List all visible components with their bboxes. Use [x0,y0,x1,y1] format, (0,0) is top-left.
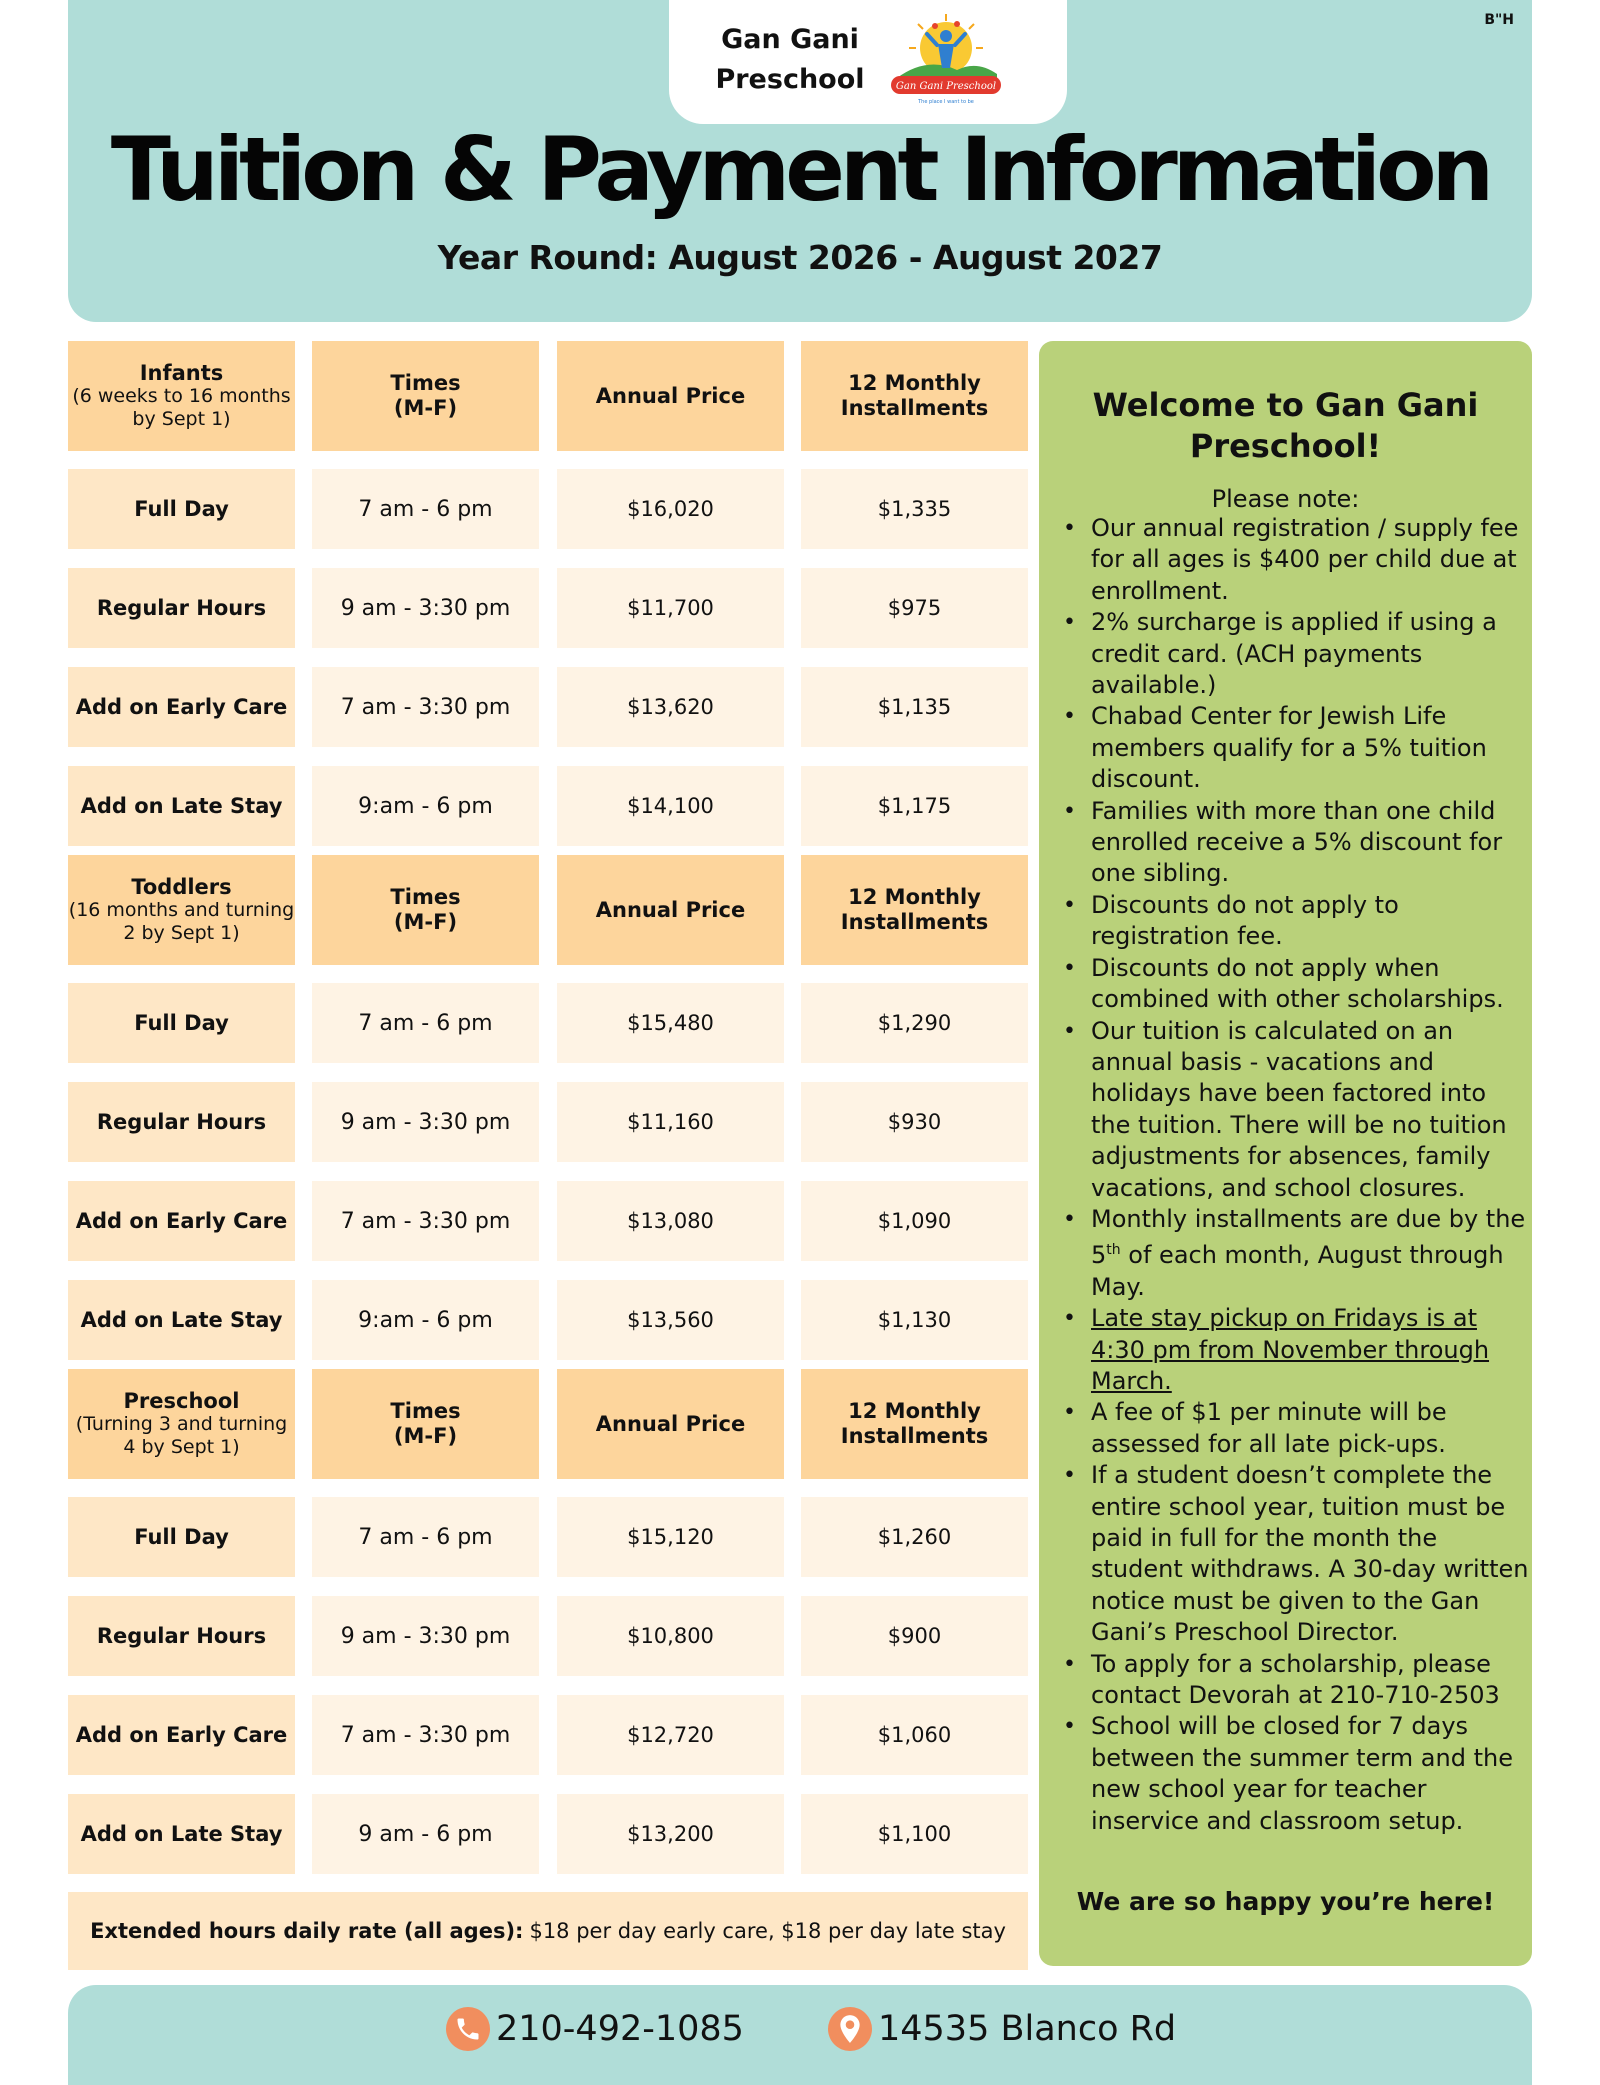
row-monthly-preschool-add-on-early-care: $1,060 [801,1695,1028,1775]
times-label: Times [390,371,461,395]
monthly-label-1: 12 Monthly [848,1399,981,1423]
times-sub-label: (M-F) [393,1424,458,1448]
row-label-toddlers-regular-hours: Regular Hours [68,1082,295,1162]
closing-message: We are so happy you’re here! [1076,1887,1495,1916]
note-item: • To apply for a scholarship, please contact Devorah at 210-710-2503 [1091,1649,1531,1712]
row-label-preschool-full-day: Full Day [68,1497,295,1577]
group-age: (16 months and turning 2 by Sept 1) [68,898,295,944]
row-annual-toddlers-add-on-late-stay: $13,560 [557,1280,784,1360]
note-item: • Our tuition is calculated on an annual basis - vacations and holidays have been factored into the tuition. There will be no tuition adjustments for absences, family vacations, and school closures. [1091,1016,1531,1204]
row-label-infants-add-on-late-stay: Add on Late Stay [68,766,295,846]
note-item-late-friday: • Late stay pickup on Fridays is at 4:30 pm from November through March. [1091,1303,1531,1397]
row-times-toddlers-full-day: 7 am - 6 pm [312,983,539,1063]
page-footer [68,1985,1532,2085]
column-header-times [312,1369,539,1479]
row-label-toddlers-add-on-late-stay: Add on Late Stay [68,1280,295,1360]
row-label-preschool-regular-hours: Regular Hours [68,1596,295,1676]
group-name: Toddlers [131,874,232,899]
group-name: Infants [139,360,224,385]
row-annual-infants-full-day: $16,020 [557,469,784,549]
row-monthly-infants-regular-hours: $975 [801,568,1028,648]
note-item: • School will be closed for 7 days between the summer term and the new school year for teacher inservice and classroom setup. [1091,1711,1531,1837]
monthly-label-2: Installments [840,910,989,934]
column-header-monthly [801,1369,1028,1479]
phone-icon [446,2007,490,2051]
row-annual-infants-add-on-late-stay: $14,100 [557,766,784,846]
row-times-preschool-regular-hours: 9 am - 3:30 pm [312,1596,539,1676]
logo-tagline: The place I want to be [918,99,974,105]
annual-header-text [596,384,745,409]
group-header-toddlers [68,855,295,965]
note-item: • Families with more than one child enrolled receive a 5% discount for one sibling. [1091,796,1531,890]
phone-contact[interactable] [446,1999,744,2059]
row-annual-toddlers-full-day: $15,480 [557,983,784,1063]
group-age: (Turning 3 and turning 4 by Sept 1) [75,1412,288,1458]
annual-header-text [596,1412,745,1437]
row-times-infants-add-on-early-care: 7 am - 3:30 pm [312,667,539,747]
note-item: • Discounts do not apply to registration fee. [1091,890,1531,953]
row-label-preschool-add-on-late-stay: Add on Late Stay [68,1794,295,1874]
row-times-infants-regular-hours: 9 am - 3:30 pm [312,568,539,648]
extended-hours-rate [68,1892,1028,1970]
page-title: Tuition & Payment Information [110,118,1490,221]
times-header-text [390,885,460,935]
row-times-preschool-full-day: 7 am - 6 pm [312,1497,539,1577]
row-monthly-preschool-add-on-late-stay: $1,100 [801,1794,1028,1874]
row-times-toddlers-regular-hours: 9 am - 3:30 pm [312,1082,539,1162]
annual-label: Annual Price [595,897,746,922]
row-label-preschool-add-on-early-care: Add on Early Care [68,1695,295,1775]
row-annual-infants-regular-hours: $11,700 [557,568,784,648]
please-note-label: Please note: [1211,485,1360,513]
group-header-text [68,1390,295,1459]
address: 14535 Blanco Rd [878,2009,1177,2049]
row-times-infants-full-day: 7 am - 6 pm [312,469,539,549]
row-annual-toddlers-regular-hours: $11,160 [557,1082,784,1162]
note-item: • Discounts do not apply when combined with other scholarships. [1091,953,1531,1016]
annual-label: Annual Price [595,383,746,408]
notes-list [1091,513,1531,1837]
row-label-toddlers-add-on-early-care: Add on Early Care [68,1181,295,1261]
row-annual-infants-add-on-early-care: $13,620 [557,667,784,747]
row-monthly-infants-add-on-early-care: $1,135 [801,667,1028,747]
note-item: • 2% surcharge is applied if using a credit card. (ACH payments available.) [1091,607,1531,701]
note-item-installments: • Monthly installments are due by the 5th of each month, August through May. [1091,1204,1531,1303]
column-header-monthly [801,341,1028,451]
row-times-toddlers-add-on-early-care: 7 am - 3:30 pm [312,1181,539,1261]
group-header-text [68,876,295,945]
monthly-label-2: Installments [840,396,989,420]
location-pin-icon [828,2007,872,2051]
row-times-toddlers-add-on-late-stay: 9:am - 6 pm [312,1280,539,1360]
group-name: Preschool [123,1388,240,1413]
note-item: • Chabad Center for Jewish Life members qualify for a 5% tuition discount. [1091,701,1531,795]
address-contact[interactable] [828,1999,1176,2059]
page-subtitle: Year Round: August 2026 - August 2027 [437,238,1163,277]
column-header-annual-price [557,341,784,451]
extended-hours-label: Extended hours daily rate (all ages): [90,1919,524,1943]
note-item: • Our annual registration / supply fee for all ages is $400 per child due at enrollment. [1091,513,1531,607]
monthly-label-1: 12 Monthly [848,885,981,909]
row-annual-preschool-full-day: $15,120 [557,1497,784,1577]
row-monthly-infants-full-day: $1,335 [801,469,1028,549]
welcome-panel [1039,341,1532,1966]
welcome-title: Welcome to Gan Gani Preschool! [1092,386,1479,465]
row-monthly-toddlers-add-on-late-stay: $1,130 [801,1280,1028,1360]
column-header-monthly [801,855,1028,965]
annual-label: Annual Price [595,1411,746,1436]
row-monthly-toddlers-full-day: $1,290 [801,983,1028,1063]
row-annual-preschool-regular-hours: $10,800 [557,1596,784,1676]
row-annual-preschool-add-on-late-stay: $13,200 [557,1794,784,1874]
monthly-label-1: 12 Monthly [848,371,981,395]
group-header-infants [68,341,295,451]
times-header-text [390,1399,460,1449]
phone-number: 210-492-1085 [496,2009,744,2049]
row-monthly-toddlers-add-on-early-care: $1,090 [801,1181,1028,1261]
column-header-times [312,341,539,451]
row-annual-preschool-add-on-early-care: $12,720 [557,1695,784,1775]
column-header-annual-price [557,855,784,965]
logo-tab [669,0,1067,124]
monthly-header-text [841,1399,988,1449]
row-monthly-preschool-regular-hours: $900 [801,1596,1028,1676]
monthly-header-text [841,885,988,935]
row-times-preschool-add-on-early-care: 7 am - 3:30 pm [312,1695,539,1775]
monthly-label-2: Installments [840,1424,989,1448]
times-label: Times [390,885,461,909]
times-sub-label: (M-F) [393,396,458,420]
row-label-infants-regular-hours: Regular Hours [68,568,295,648]
times-header-text [390,371,460,421]
school-logo [887,12,1005,108]
page-header [68,0,1532,322]
row-label-toddlers-full-day: Full Day [68,983,295,1063]
row-annual-toddlers-add-on-early-care: $13,080 [557,1181,784,1261]
school-name: Gan Gani Preschool [715,24,865,95]
row-label-infants-add-on-early-care: Add on Early Care [68,667,295,747]
logo-text: Gan Gani Preschool [895,81,997,92]
row-times-preschool-add-on-late-stay: 9 am - 6 pm [312,1794,539,1874]
row-monthly-toddlers-regular-hours: $930 [801,1082,1028,1162]
note-item: • If a student doesn’t complete the entire school year, tuition must be paid in full for the month the student withdraws. A 30-day written notice must be given to the Gan Gani’s Preschool Director. [1091,1460,1531,1648]
bh-mark: B"H [1484,12,1514,28]
group-header-preschool [68,1369,295,1479]
group-header-text [68,362,295,431]
extended-hours-value: $18 per day early care, $18 per day late stay [529,1919,1006,1943]
times-label: Times [390,1399,461,1423]
annual-header-text [596,898,745,923]
note-item: • A fee of $1 per minute will be assessed for all late pick-ups. [1091,1397,1531,1460]
monthly-header-text [841,371,988,421]
column-header-times [312,855,539,965]
row-monthly-infants-add-on-late-stay: $1,175 [801,766,1028,846]
group-age: (6 weeks to 16 months by Sept 1) [72,384,291,430]
row-monthly-preschool-full-day: $1,260 [801,1497,1028,1577]
column-header-annual-price [557,1369,784,1479]
row-times-infants-add-on-late-stay: 9:am - 6 pm [312,766,539,846]
row-label-infants-full-day: Full Day [68,469,295,549]
times-sub-label: (M-F) [393,910,458,934]
